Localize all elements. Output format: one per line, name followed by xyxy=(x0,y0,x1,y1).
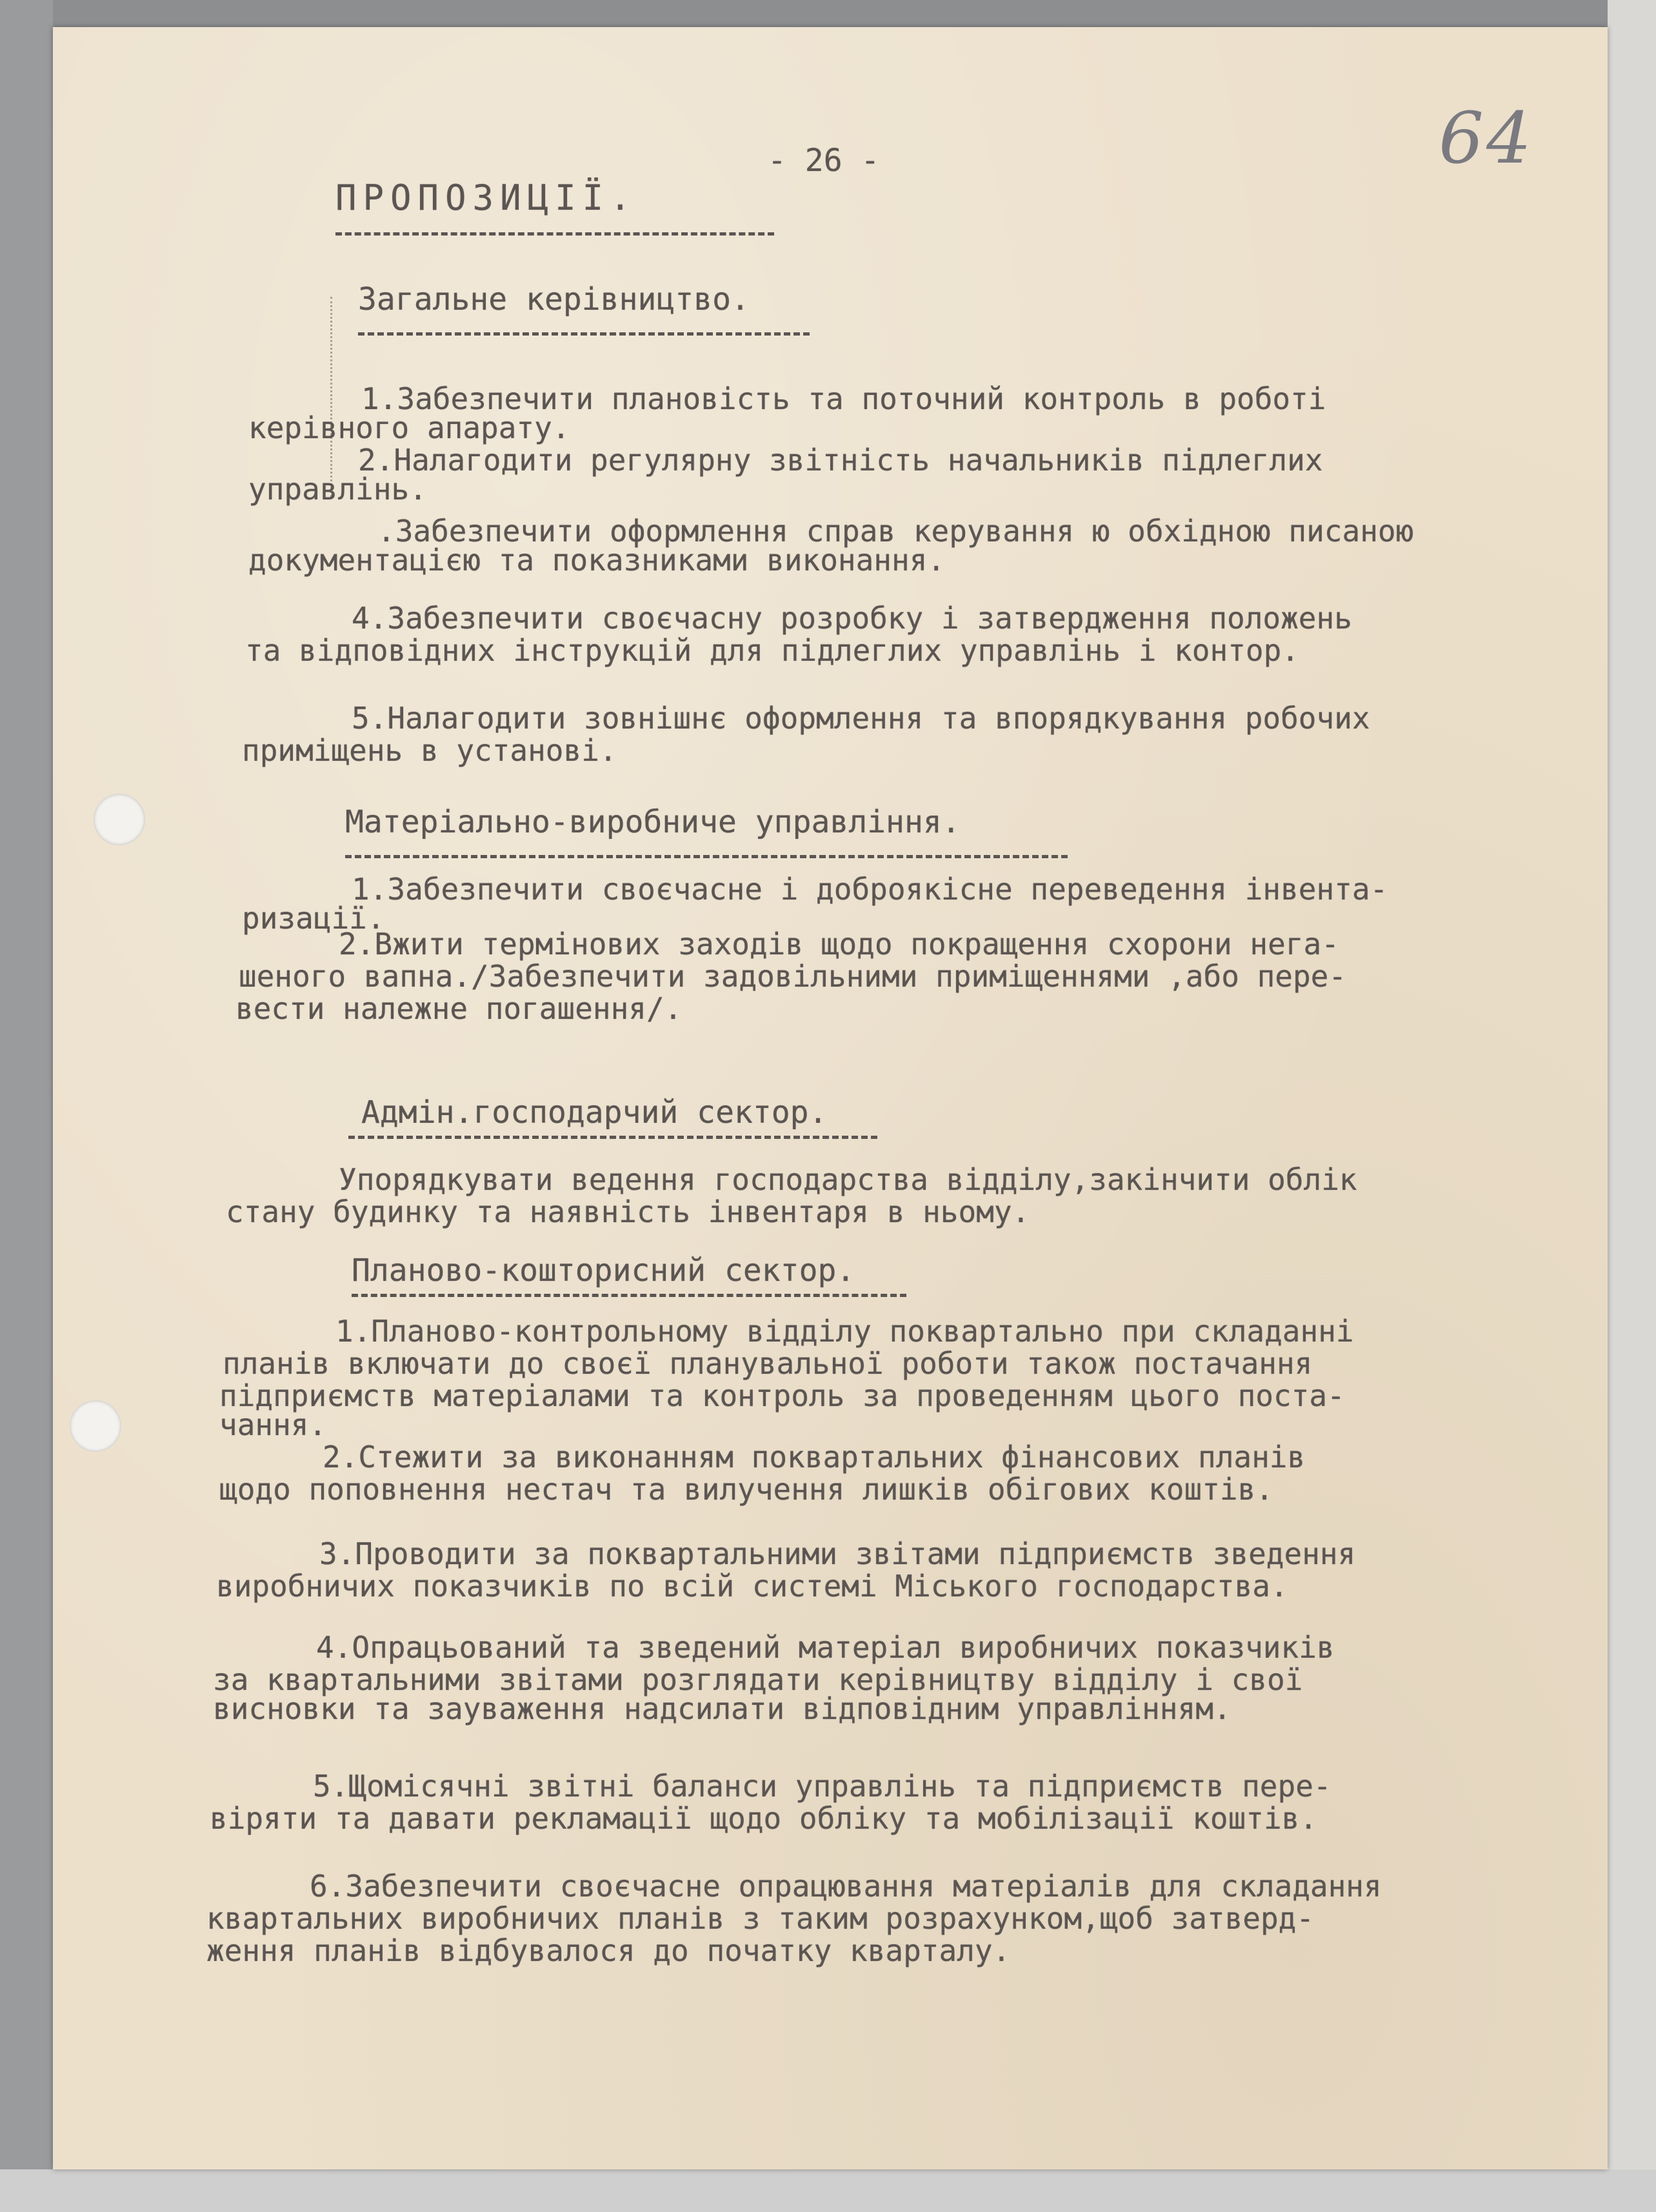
document-title: ПРОПОЗИЦІЇ. xyxy=(335,177,637,218)
text-line: управлінь. xyxy=(248,472,427,507)
punch-hole xyxy=(70,1400,121,1452)
text-line: ризації. xyxy=(242,901,385,936)
section-heading: Матеріально-виробниче управління. xyxy=(345,804,961,840)
text-line: віряти та давати рекламації щодо обліку та мобілізації коштів. xyxy=(210,1801,1318,1836)
section-heading-underline xyxy=(348,1136,877,1139)
text-line: документацією та показниками виконання. xyxy=(248,543,946,578)
scan-right-margin xyxy=(1608,0,1656,2212)
text-line: та відповідних інструкцій для підлеглих управлінь і контор. xyxy=(245,633,1299,668)
text-line: 4.Забезпечити своєчасну розробку і затвердження положень xyxy=(352,601,1352,636)
archive-folio-number: 64 xyxy=(1439,97,1534,179)
text-line: вести належне погашення/. xyxy=(235,991,683,1026)
text-line: підприємств матеріалами та контроль за проведенням цього поста- xyxy=(219,1378,1345,1413)
page-number: - 26 - xyxy=(768,143,880,179)
text-line: виробничих показчиків по всій системі Міського господарства. xyxy=(216,1569,1288,1604)
section-heading-underline xyxy=(345,855,1068,858)
text-line: 2.Стежити за виконанням поквартальних фінансових планів xyxy=(323,1440,1306,1474)
text-line: 1.Забезпечити плановість та поточний контроль в роботі xyxy=(361,381,1326,416)
text-line: .Забезпечити оформлення справ керування ю обхідною писаною xyxy=(377,514,1414,548)
text-line: за квартальними звітами розглядати керівництву відділу і свої xyxy=(213,1662,1303,1697)
text-line: 4.Опрацьований та зведений матеріал виробничих показчиків xyxy=(316,1630,1335,1665)
section-heading-underline xyxy=(358,332,810,336)
text-line: ження планів відбувалося до початку кварталу. xyxy=(206,1933,1011,1968)
text-line: 5.Налагодити зовнішнє оформлення та впорядкування робочих xyxy=(352,701,1370,736)
text-line: планів включати до своєї планувальної роботи також постачання xyxy=(223,1346,1313,1381)
text-line: висновки та зауваження надсилати відповідним управлінням. xyxy=(213,1691,1232,1726)
section-heading: Планово-кошторисний сектор. xyxy=(352,1252,855,1289)
document-page xyxy=(53,27,1608,2169)
text-line: 2.Налагодити регулярну звітність начальників підлеглих xyxy=(358,443,1323,478)
section-heading: Загальне керівництво. xyxy=(358,281,750,317)
text-line: керівного апарату. xyxy=(248,410,570,445)
text-line: 1.Забезпечити своєчасне і доброякісне переведення інвента- xyxy=(352,872,1388,907)
scan-left-margin xyxy=(0,0,53,2212)
text-line: 5.Щомісячні звітні баланси управлінь та підприємств пере- xyxy=(313,1769,1332,1804)
text-line: 3.Проводити за поквартальними звітами підприємств зведення xyxy=(319,1536,1356,1571)
text-line: стану будинку та наявність інвентаря в ньому. xyxy=(226,1194,1030,1229)
text-line: 2.Вжити термінових заходів щодо покращення схорони нега- xyxy=(339,927,1339,961)
text-line: 6.Забезпечити своєчасне опрацювання матеріалів для складання xyxy=(310,1869,1382,1904)
text-line: квартальних виробничих планів з таким розрахунком,щоб затверд- xyxy=(206,1901,1315,1936)
scan-bottom-margin xyxy=(0,2169,1656,2212)
text-line: щодо поповнення нестач та вилучення лишків обігових коштів. xyxy=(219,1472,1273,1507)
section-heading-underline xyxy=(352,1294,906,1297)
punch-hole xyxy=(94,794,145,845)
section-heading: Адмін.господарчий сектор. xyxy=(361,1094,828,1131)
text-line: чання. xyxy=(219,1407,327,1442)
text-line: шеного вапна./Забезпечити задовільними приміщеннями ,або пере- xyxy=(239,959,1347,994)
text-line: 1.Планово-контрольному відділу поквартально при складанні xyxy=(335,1314,1354,1349)
text-line: приміщень в установі. xyxy=(242,733,617,768)
margin-mark xyxy=(330,297,334,497)
text-line: Упорядкувати ведення господарства відділу,закінчити облік xyxy=(339,1162,1357,1197)
title-underline xyxy=(335,232,774,236)
